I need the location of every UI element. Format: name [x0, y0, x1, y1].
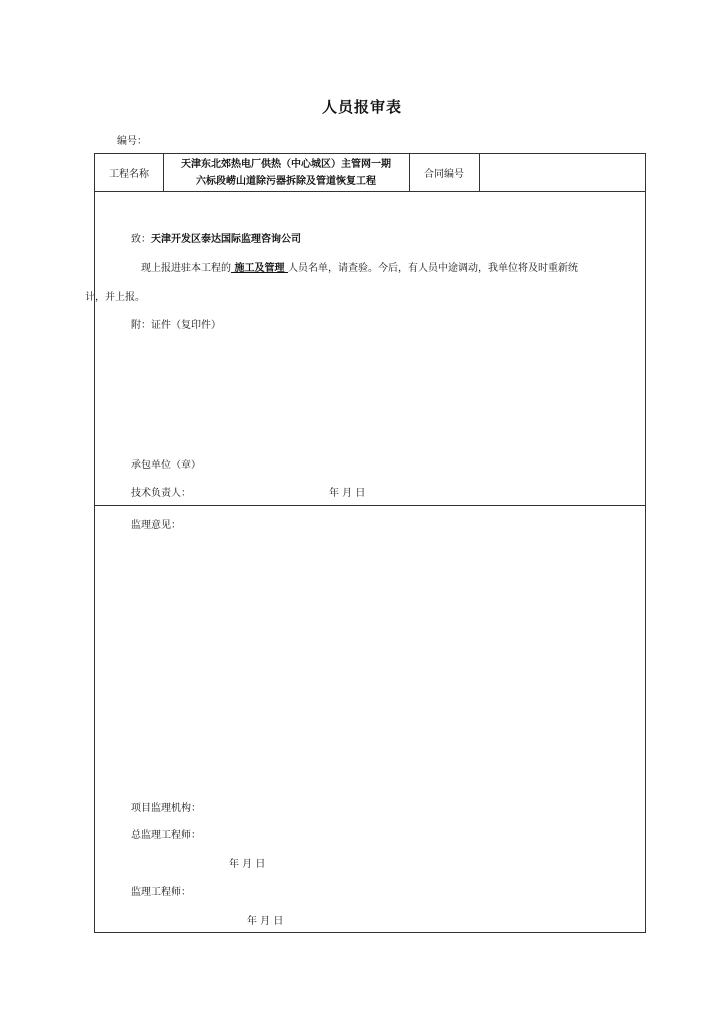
review-form-table: [85, 153, 646, 933]
supervisor-opinion-label: 监理意见：: [131, 520, 181, 531]
supervision-engineer-date: 年 月 日: [247, 916, 284, 927]
attachment-note: 附：证件（复印件）: [131, 320, 221, 331]
serial-number-label: 编号：: [117, 136, 147, 147]
technical-lead-label: 技术负责人：: [131, 488, 191, 499]
chief-engineer-label: 总监理工程师：: [131, 830, 201, 841]
supervision-engineer-label: 监理工程师：: [131, 887, 191, 898]
supervision-org-label: 项目监理机构：: [131, 803, 201, 814]
header-row-bottom: [95, 191, 645, 192]
report-body-line-1: [141, 259, 578, 274]
report-body-line-2: 计，并上报。: [85, 292, 145, 303]
project-name-line-1: 天津东北郊热电厂供热（中心城区）主管网一期: [181, 158, 391, 170]
section-divider: [95, 505, 645, 506]
project-name-line-2: 六标段崂山道除污器拆除及管道恢复工程: [196, 175, 376, 187]
page-title: 人员报审表: [321, 98, 402, 116]
addressee-value: 天津开发区泰达国际监理咨询公司: [151, 234, 301, 245]
addressee-line: [131, 230, 301, 245]
contract-number-value: [479, 154, 645, 191]
contractor-unit-seal: 承包单位（章）: [131, 460, 201, 471]
personnel-type-fill: 施工及管理: [231, 263, 288, 274]
project-name-value: [163, 154, 409, 191]
contract-number-label: 合同编号: [424, 169, 464, 180]
chief-engineer-date: 年 月 日: [229, 859, 266, 870]
report-body-part-1: 现上报进驻本工程的: [141, 263, 231, 274]
addressee-label: 致：: [131, 234, 151, 245]
report-body-part-2: 人员名单，请查验。今后，有人员中途调动，我单位将及时重新统: [287, 263, 578, 274]
contractor-date: 年 月 日: [329, 488, 366, 499]
project-name-label: 工程名称: [109, 169, 149, 180]
